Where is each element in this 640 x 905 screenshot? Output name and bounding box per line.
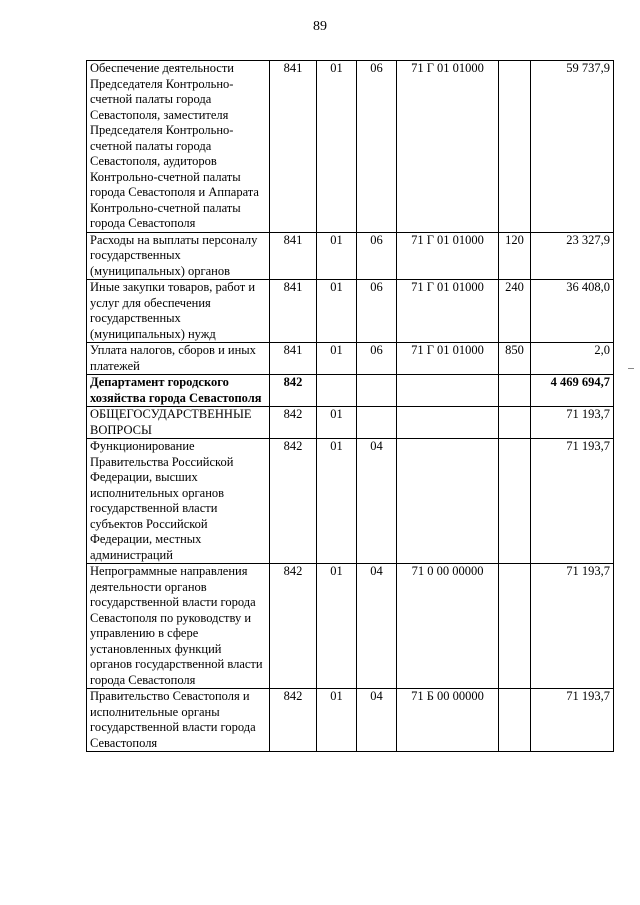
row-name-cell: Департамент городского хозяйства города Севастополя — [87, 375, 270, 407]
subsection-code-cell: 04 — [357, 439, 397, 564]
subsection-code-cell: 06 — [357, 280, 397, 343]
scan-edge-mark — [628, 368, 634, 369]
table-row — [87, 232, 614, 280]
table-row — [87, 61, 614, 233]
page-number: 89 — [313, 19, 327, 34]
target-article-cell: 71 Б 00 00000 — [397, 689, 499, 752]
admin-code-cell: 841 — [270, 232, 317, 280]
row-name-cell: Правительство Севастополя и исполнительные органы государственной власти города Севастополя — [87, 689, 270, 752]
row-name-cell: Иные закупки товаров, работ и услуг для обеспечения государственных (муниципальных) нужд — [87, 280, 270, 343]
budget-table — [86, 60, 614, 752]
expense-type-cell — [499, 564, 531, 689]
target-article-cell: 71 Г 01 01000 — [397, 280, 499, 343]
table-row — [87, 343, 614, 375]
target-article-cell: 71 0 00 00000 — [397, 564, 499, 689]
amount-cell: 23 327,9 — [531, 232, 614, 280]
amount-cell: 71 193,7 — [531, 439, 614, 564]
section-code-cell — [317, 375, 357, 407]
target-article-cell: 71 Г 01 01000 — [397, 61, 499, 233]
row-name-cell: Уплата налогов, сборов и иных платежей — [87, 343, 270, 375]
admin-code-cell: 842 — [270, 689, 317, 752]
expense-type-cell — [499, 375, 531, 407]
section-code-cell: 01 — [317, 689, 357, 752]
section-code-cell: 01 — [317, 407, 357, 439]
target-article-cell — [397, 407, 499, 439]
target-article-cell — [397, 439, 499, 564]
subsection-code-cell — [357, 407, 397, 439]
expense-type-cell — [499, 689, 531, 752]
admin-code-cell: 841 — [270, 61, 317, 233]
expense-type-cell: 120 — [499, 232, 531, 280]
amount-cell: 71 193,7 — [531, 407, 614, 439]
row-name-cell: Расходы на выплаты персоналу государственных (муниципальных) органов — [87, 232, 270, 280]
section-code-cell: 01 — [317, 232, 357, 280]
table-row — [87, 280, 614, 343]
amount-cell: 71 193,7 — [531, 689, 614, 752]
section-code-cell: 01 — [317, 564, 357, 689]
admin-code-cell: 842 — [270, 439, 317, 564]
subsection-code-cell: 06 — [357, 232, 397, 280]
section-code-cell: 01 — [317, 439, 357, 564]
amount-cell: 2,0 — [531, 343, 614, 375]
target-article-cell: 71 Г 01 01000 — [397, 232, 499, 280]
admin-code-cell: 841 — [270, 280, 317, 343]
section-code-cell: 01 — [317, 61, 357, 233]
subsection-code-cell: 06 — [357, 61, 397, 233]
target-article-cell: 71 Г 01 01000 — [397, 343, 499, 375]
subsection-code-cell: 04 — [357, 689, 397, 752]
row-name-cell: ОБЩЕГОСУДАРСТВЕННЫЕ ВОПРОСЫ — [87, 407, 270, 439]
subsection-code-cell — [357, 375, 397, 407]
amount-cell: 59 737,9 — [531, 61, 614, 233]
expense-type-cell — [499, 439, 531, 564]
target-article-cell — [397, 375, 499, 407]
amount-cell: 36 408,0 — [531, 280, 614, 343]
table-row — [87, 689, 614, 752]
expense-type-cell: 850 — [499, 343, 531, 375]
section-code-cell: 01 — [317, 280, 357, 343]
expense-type-cell: 240 — [499, 280, 531, 343]
row-name-cell: Непрограммные направления деятельности органов государственной власти города Севастополя по руководству и управлению в сфере установленных функций органов государственной власти города Севастополя — [87, 564, 270, 689]
budget-table-body — [87, 61, 614, 752]
expense-type-cell — [499, 407, 531, 439]
amount-cell: 71 193,7 — [531, 564, 614, 689]
table-row — [87, 439, 614, 564]
admin-code-cell: 842 — [270, 375, 317, 407]
subsection-code-cell: 06 — [357, 343, 397, 375]
section-code-cell: 01 — [317, 343, 357, 375]
table-row — [87, 564, 614, 689]
admin-code-cell: 842 — [270, 407, 317, 439]
expense-type-cell — [499, 61, 531, 233]
row-name-cell: Функционирование Правительства Российской Федерации, высших исполнительных органов государственной власти субъектов Российской Федерации, местных администраций — [87, 439, 270, 564]
table-row — [87, 375, 614, 407]
amount-cell: 4 469 694,7 — [531, 375, 614, 407]
admin-code-cell: 841 — [270, 343, 317, 375]
row-name-cell: Обеспечение деятельности Председателя Контрольно-счетной палаты города Севастополя, заместителя Председателя Контрольно-счетной палаты города Севастополя, аудиторов Контрольно-счетной палаты города Севастополя и Аппарата Контрольно-счетной палаты города Севастополя — [87, 61, 270, 233]
admin-code-cell: 842 — [270, 564, 317, 689]
subsection-code-cell: 04 — [357, 564, 397, 689]
table-row — [87, 407, 614, 439]
